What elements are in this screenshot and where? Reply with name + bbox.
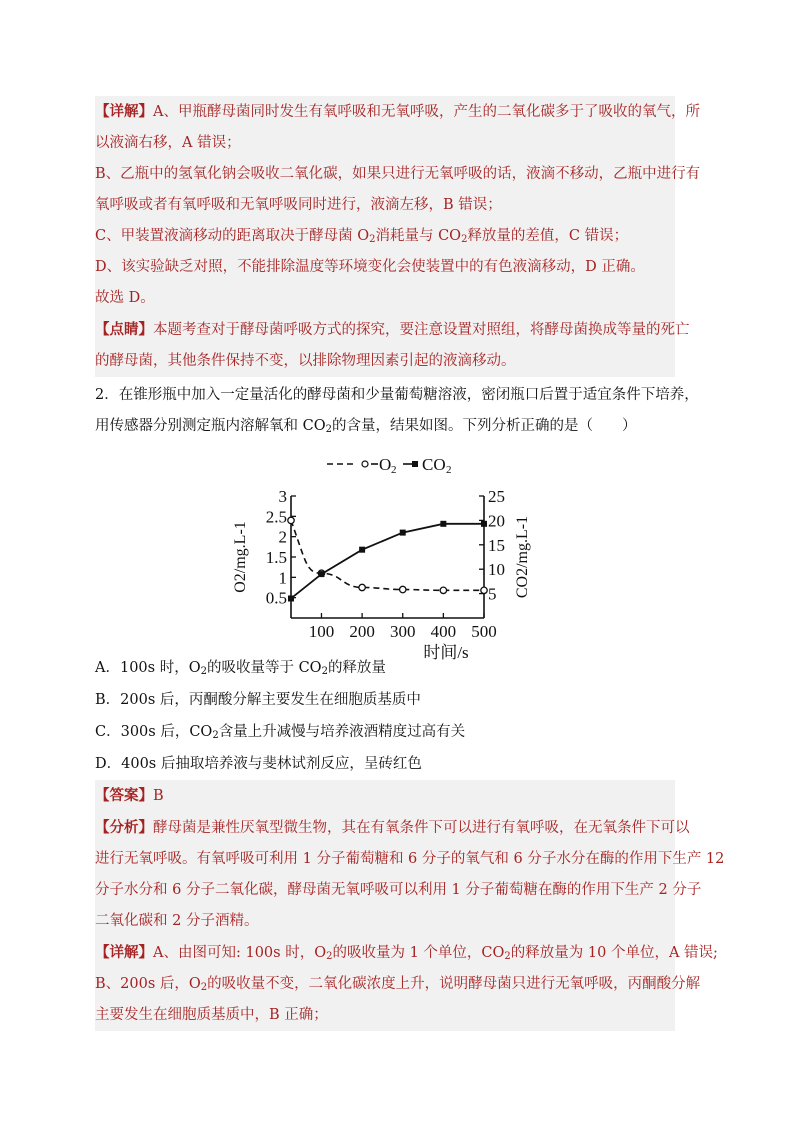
option-c [95, 716, 675, 748]
series-o2-point [288, 517, 294, 523]
text-span: D、该实验缺乏对照，不能排除温度等环境变化会使装置中的有色液滴移动，D 正确。 [95, 259, 645, 275]
section-tag: 【答案】 [95, 787, 153, 804]
text-span: A、由图可知: 100s 时，O [153, 945, 327, 961]
text-span: 二氧化碳和 2 分子酒精。 [95, 913, 259, 929]
text-span: B、乙瓶中的氢氧化钠会吸收二氧化碳，如果只进行无氧呼吸的话，液滴不移动，乙瓶中进行有 [95, 166, 701, 182]
text-span: 酵母菌是兼性厌氧型微生物，其在有氧条件下可以进行有氧呼吸，在无氧条件下可以 [153, 820, 690, 836]
question-number: 2． [95, 387, 119, 403]
section-tag: 【详解】 [95, 944, 153, 961]
text-span: 的吸收量等于 CO [206, 660, 322, 676]
text-span: 氧呼吸或者有氧呼吸和无氧呼吸同时进行，液滴左移，B 错误； [95, 197, 502, 213]
series-co2-point [481, 521, 487, 527]
y-right-tick-label: 5 [488, 584, 497, 604]
legend-o2-label: O [379, 455, 392, 474]
text-line [95, 96, 700, 128]
series-o2-point [440, 587, 446, 593]
text-line [95, 283, 675, 314]
x-tick-label: 500 [471, 622, 497, 641]
subscript: 2 [200, 666, 207, 677]
subscript: 2 [321, 666, 328, 677]
text-span: A、甲瓶酵母菌同时发生有氧呼吸和无氧呼吸，产生的二氧化碳多于了吸收的氧气，所 [153, 104, 700, 120]
subscript: 2 [461, 234, 468, 245]
y-right-tick-label: 20 [488, 511, 505, 531]
text-span: 的释放量为 10 个单位，A 错误; [510, 945, 718, 961]
text-line [95, 937, 718, 969]
y-left-tick-label: 1.5 [265, 548, 287, 567]
document-page [95, 96, 725, 1031]
x-axis-label: 时间/s [423, 643, 469, 662]
subscript: 2 [200, 982, 208, 993]
text-span: 在锥形瓶中加入一定量活化的酵母菌和少量葡萄糖溶液，密闭瓶口后置于适宜条件下培养， [118, 387, 699, 403]
option-b [95, 684, 675, 716]
text-line [95, 844, 725, 875]
series-co2-line [291, 524, 484, 599]
text-span: 的吸收量为 1 个单位，CO [332, 945, 505, 961]
legend-co2-marker [412, 461, 418, 467]
text-span: B、200s 后，O [95, 976, 201, 992]
legend-co2-sub: 2 [446, 464, 452, 476]
text-line [95, 969, 701, 1000]
text-span: 故选 D。 [95, 290, 155, 306]
y-right-tick-label: 25 [488, 487, 505, 506]
text-span: 的吸收量不变，二氧化碳浓度上升，说明酵母菌只进行无氧呼吸，丙酮酸分解 [207, 976, 701, 992]
text-span: 本题考查对于酵母菌呼吸方式的探究，要注意设置对照组，将酵母菌换成等量的死亡 [153, 322, 690, 338]
y-left-tick-label: 2.5 [265, 507, 287, 527]
text-line [95, 411, 675, 442]
text-line [95, 221, 675, 252]
text-line [95, 190, 675, 221]
subscript: 2 [326, 951, 333, 962]
y-left-tick-label: 2 [278, 527, 287, 547]
option-d [95, 748, 675, 780]
y-right-tick-label: 10 [488, 560, 505, 580]
subscript: 2 [325, 424, 332, 435]
x-tick-label: 200 [349, 622, 375, 641]
text-span: 以液滴右移，A 错误； [95, 135, 241, 151]
text-line [95, 380, 699, 411]
subscript: 2 [212, 730, 219, 741]
text-line [95, 128, 675, 159]
text-line [95, 875, 702, 906]
text-line [95, 906, 675, 937]
line-chart [95, 442, 675, 662]
figure [95, 442, 675, 662]
text-span: A．100s 时，O [95, 660, 201, 676]
legend-co2-label: CO [422, 455, 446, 474]
text-line [95, 314, 690, 346]
series-o2-point [359, 584, 365, 590]
section-tag: 【详解】 [95, 103, 153, 120]
text-line [95, 252, 675, 283]
series-o2-line [291, 520, 484, 590]
answer-line [95, 780, 675, 812]
solution-block [95, 780, 725, 1031]
text-span: 释放量的差值，C 错误； [467, 228, 629, 244]
text-line [95, 1000, 675, 1031]
y-right-axis-label: CO2/mg.L-1 [514, 515, 531, 599]
text-span: 用传感器分别测定瓶内溶解氧和 CO [95, 418, 326, 434]
text-span: 主要发生在细胞质基质中，B 正确； [95, 1007, 328, 1023]
y-left-axis-label: O2/mg.L-1 [232, 521, 249, 593]
text-span: 消耗量与 CO [375, 228, 462, 244]
text-span: 的含量，结果如图。下列分析正确的是（ ） [331, 418, 637, 434]
legend-o2-sub: 2 [391, 464, 397, 476]
answer-value: B [153, 788, 164, 804]
series-co2-point [318, 571, 324, 577]
option-a [95, 652, 675, 684]
series-co2-point [359, 547, 365, 553]
text-line [95, 159, 701, 190]
text-span: 分子水分和 6 分子二氧化碳，酵母菌无氧呼吸可以利用 1 分子葡萄糖在酶的作用下生产 2 分子 [95, 882, 702, 898]
y-left-tick-label: 1 [278, 568, 287, 588]
text-line [95, 812, 690, 844]
section-tag: 【分析】 [95, 819, 153, 836]
series-o2-point [400, 586, 406, 592]
subscript: 2 [369, 234, 376, 245]
legend-o2-marker [362, 461, 368, 467]
y-left-tick-label: 0.5 [265, 588, 287, 608]
text-span: C、甲装置液滴移动的距离取决于酵母菌 O [95, 228, 370, 244]
series-o2-point [481, 587, 487, 593]
explanation-block [95, 96, 701, 377]
series-co2-point [440, 521, 446, 527]
text-span: 含量上升减慢与培养液酒精度过高有关 [218, 724, 466, 740]
subscript: 2 [504, 951, 511, 962]
question-stem [95, 380, 699, 442]
options [95, 652, 675, 780]
y-right-tick-label: 15 [488, 535, 505, 555]
text-span: 进行无氧呼吸。有氧呼吸可利用 1 分子葡萄糖和 6 分子的氧气和 6 分子水分在酶的作用下生产 12 [95, 851, 725, 867]
text-span: C．300s 后，CO [95, 724, 213, 740]
x-tick-label: 100 [308, 622, 335, 641]
text-span: 的酵母菌，其他条件保持不变，以排除物理因素引起的液滴移动。 [95, 353, 516, 369]
text-span: D．400s 后抽取培养液与斐林试剂反应，呈砖红色 [95, 756, 422, 772]
text-span: 的释放量 [327, 660, 386, 676]
text-line [95, 346, 675, 377]
section-tag: 【点睛】 [95, 321, 153, 338]
text-span: B．200s 后，丙酮酸分解主要发生在细胞质基质中 [95, 692, 421, 708]
x-tick-label: 400 [430, 622, 457, 641]
series-co2-point [288, 595, 294, 601]
series-co2-point [400, 530, 406, 536]
y-left-tick-label: 3 [278, 487, 287, 506]
x-tick-label: 300 [389, 622, 416, 641]
